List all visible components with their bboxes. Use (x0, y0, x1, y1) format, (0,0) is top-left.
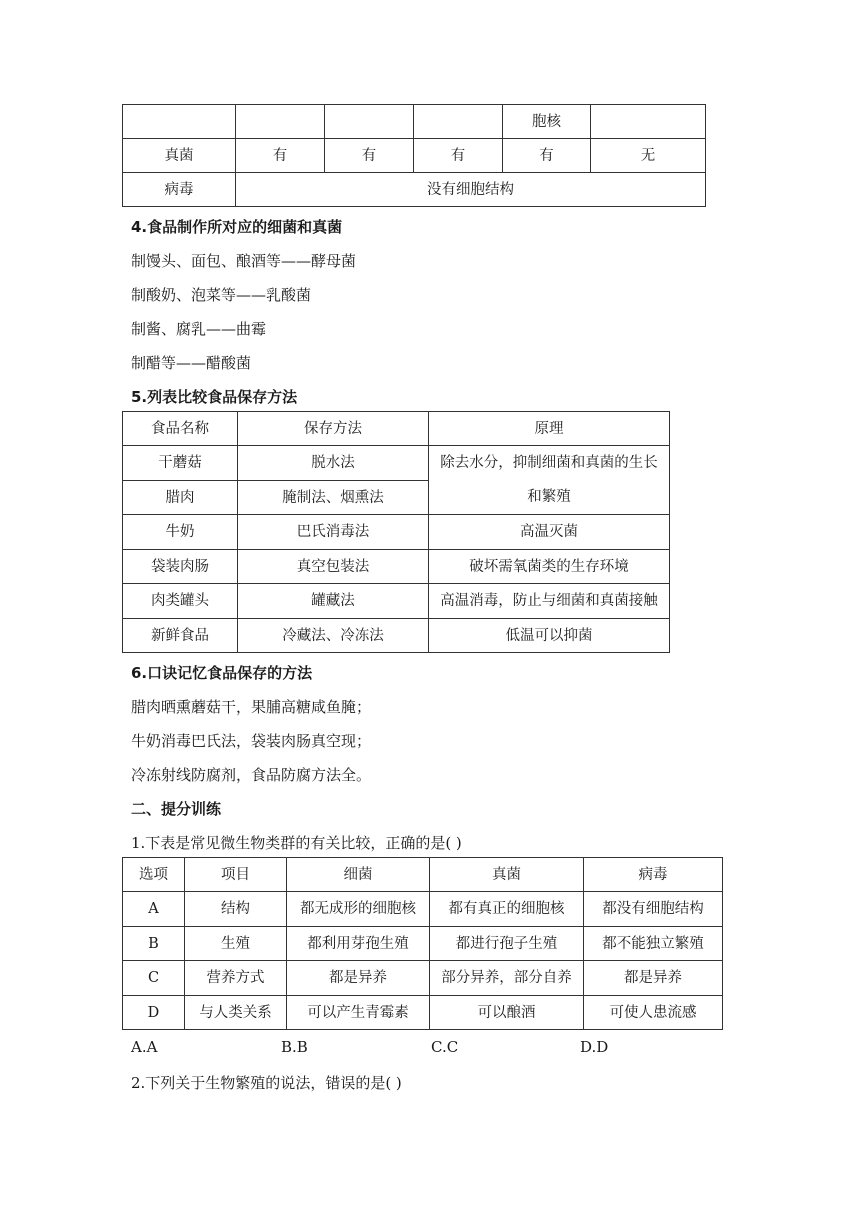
table-cell: 胞核 (503, 105, 591, 139)
table-row (123, 550, 670, 584)
table-cell: 都利用芽孢生殖 (287, 927, 430, 961)
table-cell: 真空包装法 (238, 550, 429, 584)
table-cell: 病毒 (123, 173, 236, 207)
table-row (123, 619, 670, 653)
table-cell: 都无成形的细胞核 (287, 892, 430, 927)
table-row (123, 927, 723, 961)
table-cell (236, 105, 325, 139)
table-cell: 腌制法、烟熏法 (238, 481, 429, 515)
table-cell: 部分异养，部分自养 (430, 961, 584, 996)
table-header-row (123, 412, 670, 446)
table-row (123, 446, 670, 481)
section-heading-6: 6.口诀记忆食品保存的方法 (131, 664, 313, 682)
table-cell: 都是异养 (584, 961, 723, 996)
table-row (123, 173, 706, 207)
table-cell: 腊肉 (123, 481, 238, 515)
table-cell: 都没有细胞结构 (584, 892, 723, 927)
table-cell: 可使人患流感 (584, 996, 723, 1030)
table-cell: 有 (414, 139, 503, 173)
table-row (123, 996, 723, 1030)
question-1: 1.下表是常见微生物类群的有关比较，正确的是( ) (131, 834, 462, 852)
table-cell: 与人类关系 (185, 996, 287, 1030)
table-row (123, 139, 706, 173)
part-heading: 二、提分训练 (131, 800, 222, 818)
table-cell: 生殖 (185, 927, 287, 961)
table-cell (591, 105, 706, 139)
question-2: 2.下列关于生物繁殖的说法，错误的是( ) (131, 1074, 402, 1092)
table-cell: B (123, 927, 185, 961)
table-cell: 有 (503, 139, 591, 173)
table-cell: 有 (325, 139, 414, 173)
text-line: 冷冻射线防腐剂，食品防腐方法全。 (131, 766, 372, 784)
microbe-comparison-table (122, 857, 723, 1030)
table-cell: 都不能独立繁殖 (584, 927, 723, 961)
table-cell: 干蘑菇 (123, 446, 238, 481)
table-cell: 真菌 (123, 139, 236, 173)
text-line: 牛奶消毒巴氏法，袋装肉肠真空现； (131, 732, 372, 750)
option-b[interactable]: B.B (281, 1038, 308, 1056)
table-cell: 都进行孢子生殖 (430, 927, 584, 961)
table-cell: C (123, 961, 185, 996)
table-cell (123, 105, 236, 139)
table-header-row (123, 858, 723, 892)
table-row (123, 892, 723, 927)
table-row (123, 105, 706, 139)
merged-principle-text: 除去水分，抑制细菌和真菌的生长和繁殖 (440, 455, 658, 505)
column-header: 保存方法 (238, 412, 429, 446)
table-cell: 无 (591, 139, 706, 173)
table-cell: 巴氏消毒法 (238, 515, 429, 550)
column-header: 原理 (429, 412, 670, 446)
table-cell: 破坏需氧菌类的生存环境 (429, 550, 670, 584)
table-cell: 袋装肉肠 (123, 550, 238, 584)
table-cell: 高温消毒，防止与细菌和真菌接触 (429, 584, 670, 619)
column-header: 项目 (185, 858, 287, 892)
table-cell: 结构 (185, 892, 287, 927)
table-row (123, 584, 670, 619)
table-cell: A (123, 892, 185, 927)
table-cell: 肉类罐头 (123, 584, 238, 619)
table-cell: 都是异养 (287, 961, 430, 996)
table-cell (429, 446, 670, 515)
column-header: 病毒 (584, 858, 723, 892)
table-cell: 冷藏法、冷冻法 (238, 619, 429, 653)
column-header: 真菌 (430, 858, 584, 892)
table-cell: 罐藏法 (238, 584, 429, 619)
text-line: 腊肉晒熏蘑菇干，果脯高糖咸鱼腌； (131, 698, 372, 716)
table-cell: 可以酿酒 (430, 996, 584, 1030)
text-line: 制馒头、面包、酿酒等——酵母菌 (131, 252, 357, 270)
column-header: 食品名称 (123, 412, 238, 446)
table-cell: 新鲜食品 (123, 619, 238, 653)
option-c[interactable]: C.C (431, 1038, 459, 1056)
option-a[interactable]: A.A (131, 1038, 158, 1056)
text-line: 制酸奶、泡菜等——乳酸菌 (131, 286, 312, 304)
table-cell: 脱水法 (238, 446, 429, 481)
table-cell: 有 (236, 139, 325, 173)
section-heading-4: 4.食品制作所对应的细菌和真菌 (131, 218, 343, 236)
table-row (123, 961, 723, 996)
column-header: 细菌 (287, 858, 430, 892)
table-cell (325, 105, 414, 139)
section-heading-5: 5.列表比较食品保存方法 (131, 388, 298, 406)
table-cell: 低温可以抑菌 (429, 619, 670, 653)
table-cell: 都有真正的细胞核 (430, 892, 584, 927)
text-line: 制醋等——醋酸菌 (131, 354, 252, 372)
table-cell: 没有细胞结构 (236, 173, 706, 207)
table-cell: 可以产生青霉素 (287, 996, 430, 1030)
table-cell: D (123, 996, 185, 1030)
column-header: 选项 (123, 858, 185, 892)
continued-comparison-table (122, 104, 706, 207)
table-cell: 营养方式 (185, 961, 287, 996)
table-cell: 牛奶 (123, 515, 238, 550)
table-cell: 高温灭菌 (429, 515, 670, 550)
text-line: 制酱、腐乳——曲霉 (131, 320, 267, 338)
table-cell (414, 105, 503, 139)
food-preservation-table (122, 411, 670, 653)
option-d[interactable]: D.D (580, 1038, 609, 1056)
table-row (123, 515, 670, 550)
